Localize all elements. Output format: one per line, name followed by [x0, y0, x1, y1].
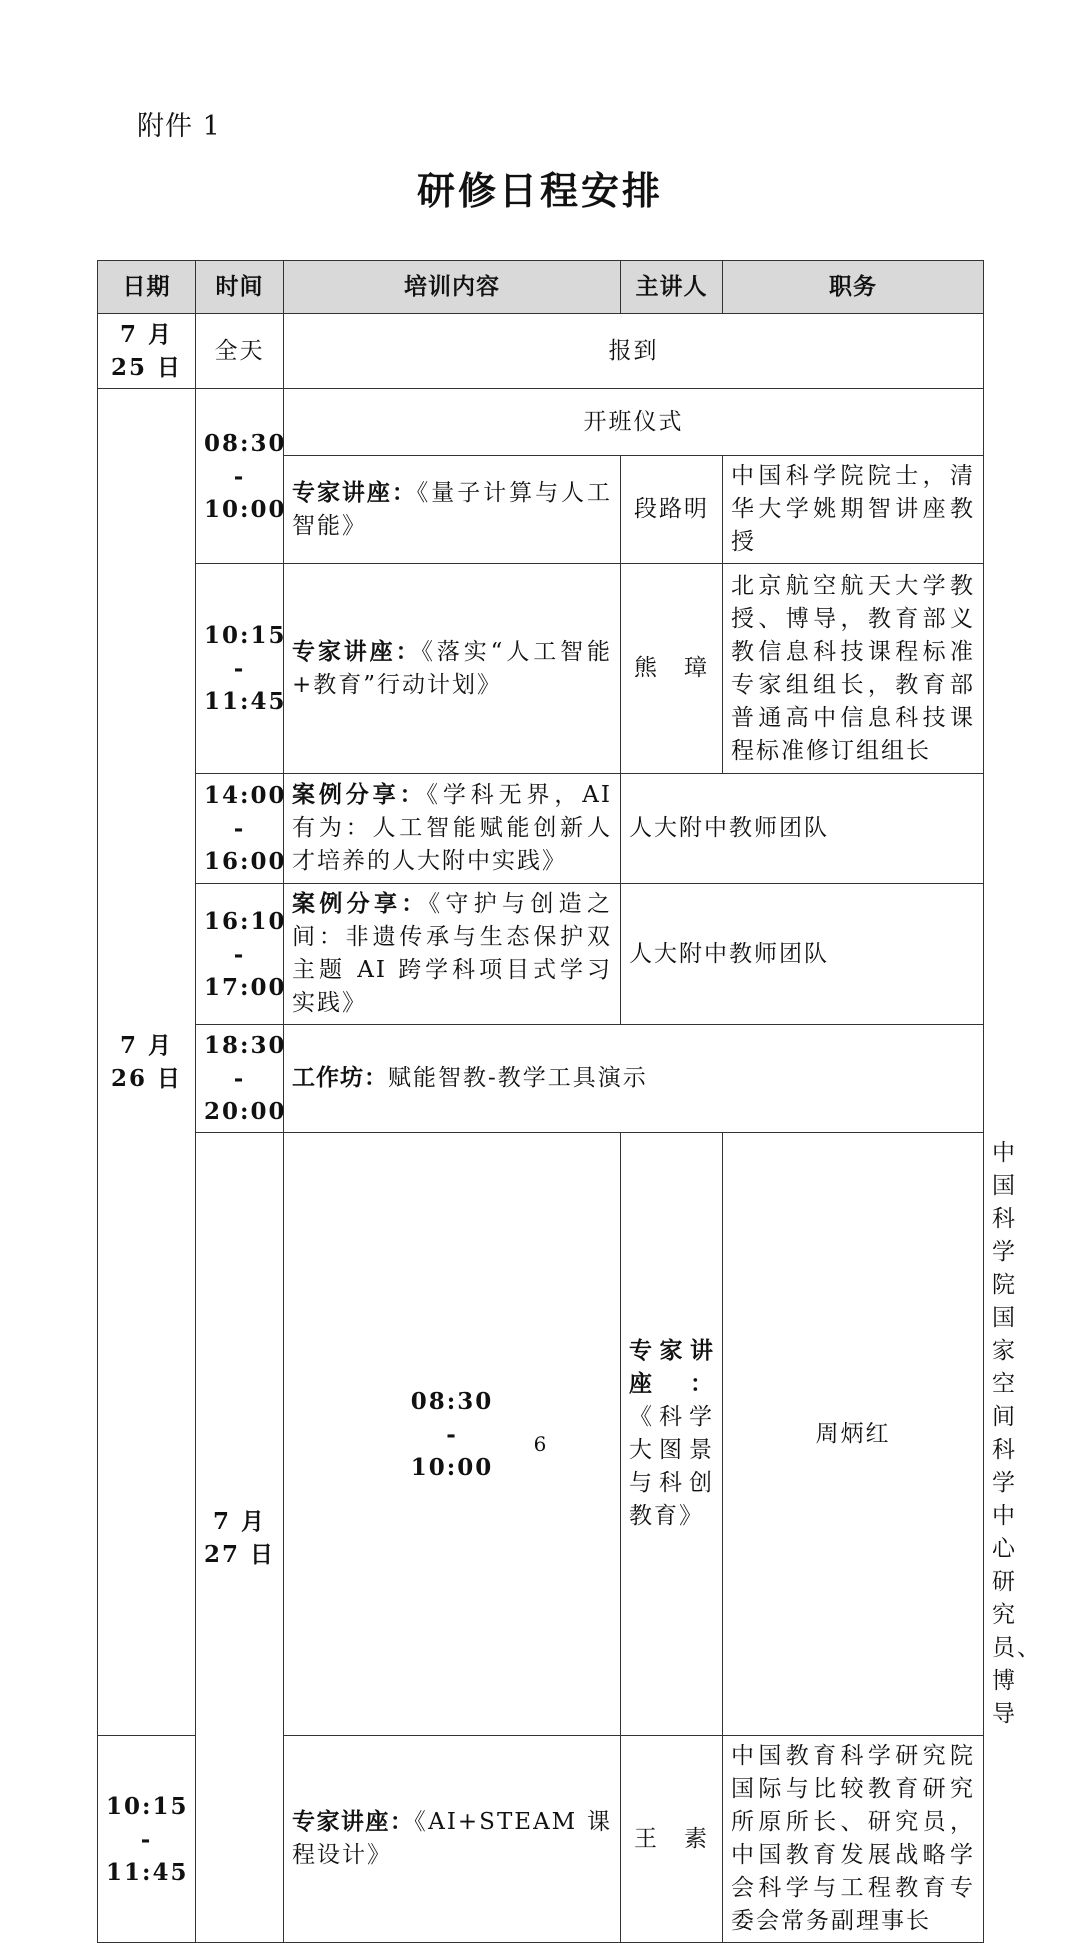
header-time: 时间: [196, 261, 284, 314]
date-cell: [98, 389, 196, 1736]
time-start: 08:30: [410, 1387, 494, 1415]
time-start: 18:30: [204, 1032, 287, 1059]
time-separator: -: [233, 462, 246, 490]
page-title: 研修日程安排: [416, 169, 663, 213]
time-cell: [196, 1025, 287, 1133]
session-kind: 专家讲座：: [629, 1338, 714, 1397]
schedule-table: [97, 260, 1042, 1943]
time-start: 10:15: [204, 622, 287, 649]
time-end: 11:45: [204, 688, 287, 715]
time-end: 11:45: [106, 1858, 189, 1886]
time-cell: [98, 1736, 196, 1943]
time-end: 16:00: [204, 848, 287, 875]
time-end: 20:00: [204, 1098, 287, 1125]
speaker-cell: 段路明: [621, 456, 723, 564]
time-cell: [196, 389, 287, 564]
session-title: 《学科无界，AI 有为：人工智能赋能创新人才培养的人大附中实践》: [292, 782, 612, 874]
time-start: 16:10: [204, 907, 287, 935]
date-day: 26 日: [110, 1065, 182, 1092]
time-separator: -: [233, 1065, 246, 1092]
header-date: 日期: [98, 261, 196, 314]
session-kind: 案例分享：: [292, 782, 427, 808]
date-month: 7 月: [119, 1032, 173, 1059]
time-end: 17:00: [204, 973, 287, 1001]
speaker-cell: 人大附中教师团队: [621, 884, 984, 1025]
time-end: 10:00: [410, 1453, 494, 1481]
table-row: [98, 1025, 984, 1133]
content-cell: [284, 456, 621, 564]
time-separator: -: [446, 1420, 458, 1448]
session-title: 《AI+STEAM 课程设计》: [292, 1809, 612, 1868]
session-title: 《科学大图景与科创教育》: [629, 1404, 714, 1529]
table-header-row: [98, 261, 984, 314]
speaker-cell: 周炳红: [723, 1133, 984, 1736]
date-cell: [98, 314, 196, 389]
session-kind: 专家讲座：: [292, 1809, 415, 1835]
table-row: [98, 774, 984, 884]
position-cell: 中国科学院院士，清华大学姚期智讲座教授: [723, 456, 984, 564]
time-end: 10:00: [204, 495, 287, 523]
session-title: 《落实“人工智能+教育”行动计划》: [292, 638, 613, 698]
speaker-cell: 王 素: [621, 1736, 723, 1943]
session-kind: 工作坊：: [292, 1065, 388, 1091]
date-day: 27 日: [204, 1540, 276, 1568]
date-cell: [196, 1133, 284, 1943]
speaker-cell: 人大附中教师团队: [621, 774, 984, 884]
table-row: 7 月 27 日 08:30 - 10:00 专家讲座：《科学大图景与科创教育》 周炳红 中国科学院国家空间科学中心研究员、博导: [98, 1133, 984, 1736]
table-row: [98, 314, 984, 389]
date-day: 25 日: [110, 354, 182, 381]
page-number: 6: [533, 1432, 547, 1456]
session-kind: 专家讲座：: [292, 479, 417, 506]
time-separator: -: [233, 815, 246, 842]
header-position: 职务: [723, 261, 984, 314]
time-cell: [196, 884, 287, 1025]
session-title: 《守护与创造之间：非遗传承与生态保护双主题 AI 跨学科项目式学习实践》: [292, 891, 613, 1016]
content-cell: [284, 1736, 621, 1943]
time-start: 08:30: [204, 429, 287, 457]
session-title: 赋能智教-教学工具演示: [388, 1065, 648, 1091]
time-start: 14:00: [204, 782, 287, 809]
time-cell: [196, 774, 287, 884]
table-row: [98, 884, 984, 1025]
content-cell: [284, 564, 621, 774]
time-cell: 全天: [196, 314, 284, 389]
time-separator: -: [233, 655, 246, 682]
session-title: 《量子计算与人工智能》: [292, 479, 613, 539]
header-speaker: 主讲人: [621, 261, 723, 314]
time-start: 10:15: [106, 1792, 189, 1820]
date-month: 7 月: [212, 1507, 266, 1535]
attachment-label: 附件 1: [137, 111, 221, 142]
time-separator: -: [140, 1825, 153, 1853]
position-cell: 北京航空航天大学教授、博导，教育部义教信息科技课程标准专家组组长，教育部普通高中信息科技课程标准修订组组长: [723, 564, 984, 774]
speaker-cell: 熊 璋: [621, 564, 723, 774]
position-cell: 中国教育科学研究院国际与比较教育研究所原所长、研究员，中国教育发展战略学会科学与工程教育专委会常务副理事长: [723, 1736, 984, 1943]
content-cell: [284, 774, 621, 884]
content-cell: [284, 1025, 984, 1133]
table-row: [98, 389, 984, 456]
session-kind: 案例分享：: [292, 891, 429, 917]
header-content: 培训内容: [284, 261, 621, 314]
time-separator: -: [233, 940, 246, 968]
content-cell: 报到: [284, 314, 984, 389]
content-cell: [284, 884, 621, 1025]
ceremony-cell: 开班仪式: [284, 389, 984, 456]
table-row: [98, 564, 984, 774]
time-cell: [196, 564, 287, 774]
date-month: 7 月: [119, 321, 173, 348]
session-kind: 专家讲座：: [292, 638, 422, 665]
